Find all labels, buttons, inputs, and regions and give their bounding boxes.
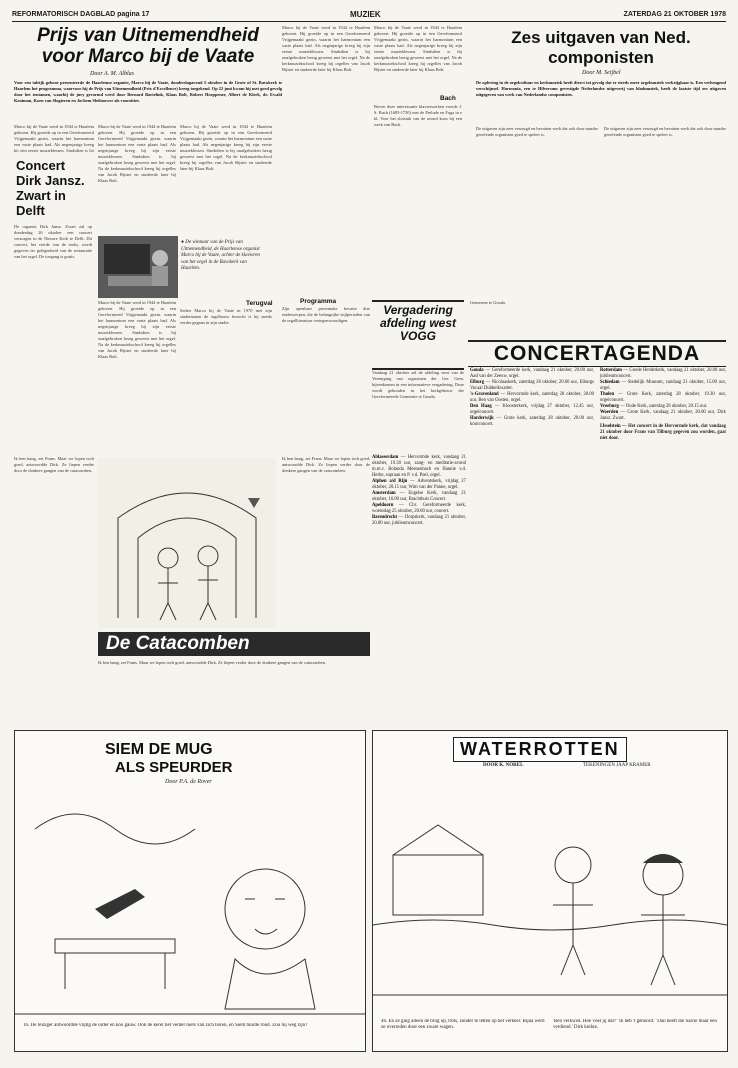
bach-head: Bach [440,95,456,102]
lead-byline: Door A. M. Alblas [90,71,134,77]
zes-body-a: De uitgaven zijn zeer verzorgd en bevatten werk dat ook door minder geoefende organisten goed te spelen is. [476,126,598,137]
agenda-entry: Woerden — Grote Kerk, vandaag 21 oktober, 20.00 uur, Dirk Jansz. Zwart. [600,410,727,421]
agenda-entry: Ablasserdam — Hervormde kerk, vandaag 21 oktober, 19.30 uur, zang- en meditatie-avond m.m.v. Bolanda Meenenbach en Hannie v.d. Herbe, sopraan en P. v.d. Poel, orgel. [372,455,467,478]
zes-headline: Zes uitgaven van Ned. componisten [511,28,691,67]
comic-siem-drawing [15,789,365,1019]
agenda-col-1 [372,455,466,527]
concert-headline: Concert Dirk Jansz. Zwart in Delft [16,158,85,218]
lead-body-c: Marco bij de Vaate werd in 1944 te Haarlem geboren. Hij groeide op in een Gereformeerd Vrijgemaakt gezin, waarin het harmonium een vaste plaats had. Als negenjarige kreeg hij zijn eerste muzieklessen. Sindsdien is hij onafgebroken bezig geweest met het orgel. Na de kerkmuziekschool kreeg hij orgelles van Jacob Bijster en studeerde later bij Klaas Bolt. [180,124,272,171]
organ-photo [98,236,178,298]
agenda-entry: Vreeburg — Oude Kerk, zaterdag 28 oktober, 20.15 uur. [600,404,708,409]
comic-waterrotten-author: DOOR K. NOREL [483,763,524,768]
vogg-body-2: Gemeente te Gouda. [470,300,506,305]
agenda-entry: 's-Gravenland — Hervormde kerk, zaterdag 28 oktober, 20.00 uur, Ben van Oosten, orgel. [470,392,594,403]
agenda-title: CONCERTAGENDA [493,342,701,365]
bach-body: Boven deze interessante klavierwerken voerde J. S. Bach (1685-1750) met de Prelude en Fuga in e kl. Voor het slotstuk van de avond koos hij een werk van Bach. [374,104,462,127]
agenda-entry: Den Haag — Kloosterkerk, vrijdag 27 oktober, 12.45 uur, orgelconcert. [470,404,594,415]
concert-body: De organist Dirk Jansz. Zwart zal op donderdag 26 oktober een concert verzorgen in de Nieuwe Kerk te Delft. Dit concert, het vierde van de reeks, wordt gegeven ter gelegenheid van de restauratie van het orgel. De toegang is gratis. [14,224,92,259]
col4-body: Marco bij de Vaate werd in 1944 te Haarlem geboren. Hij groeide op in een Gereformeerd Vrijgemaakt gezin, waarin het harmonium een vaste plaats had. Als negenjarige kreeg hij zijn eerste muzieklessen. Sindsdien is hij onafgebroken bezig geweest met het orgel. Na de kerkmuziekschool kreeg hij orgelles van Jacob Bijster en studeerde later bij Klaas Bolt. [282,25,370,72]
agenda-entry: Amsterdam — Engelse Kerk, vandaag 21 oktober, 16.00 uur, Brachthuis Concert. [372,491,466,502]
agenda-entry: Barendrecht — Dorpskerk, vandaag 21 oktober, 20.00 uur, jubileumconcert. [372,515,466,526]
comic-siem-title-2: ALS SPEURDER [115,759,233,776]
zes-byline: Door M. Seijbel [582,70,621,76]
lead-intro: Voor een talrijk gehoor presenteerde de Haarlemse organist, Marco bij de Vaate, donderdagavond 5 oktober in de Grote of St. Bavokerk te Haarlem het programma, waarvoor hij de Prijs van Uitnemendheid (Prix d'Excellence) kreeg toegekend. Op 22 juni kwam hij met goed gevolg door het tentamen, waarbij de jury gevormd werd door Bernard Bartelink, Klaas Bolt, Robert Hoeppener, Albert de Klerk, dr. Ewald Kooiman, Koen van Slogteren en Jochem Sletboower als voorzitter. [14,80,282,103]
agenda-col-2 [470,368,594,428]
photo-caption: ● De winnaar van de Prijs van Uitnemendheid, de Haarlemse organist Marco bij de Vaate, achter de klavieren van het orgel in de Bavokerk van Haarlem. [181,240,260,271]
vogg-headline: Vergadering afdeling west VOGG [379,303,456,343]
lead-headline: Prijs van Uitnemendheid voor Marco bij de Vaate [37,25,259,67]
programma-body: Zijn openbare presentatie bevatte drie onderwerpen, die de belangrijke stijlperioden van de orgelliteratuur vertegenwoordigen. [282,306,370,323]
masthead-rule [12,21,726,22]
comic-siem-caption: 16. De reiziger antwoordde vlijtig de order en koo gauw. Ook de kerel liet verder niets van zich horen, en Siem tuurde rond. Zou hij weg zijn? [23,1023,308,1028]
catacomben-drawing [98,458,276,628]
agenda-entry: Gouda — Gereformeerde kerk, vandaag 21 oktober, 20.00 uur, Aad van der Zeeuw, orgel. [470,368,594,379]
masthead-date: ZATERDAG 21 OKTOBER 1978 [623,11,726,18]
vogg-body: Vandaag 21 oktober zal de afdeling west van de Vereniging van organisten der Ger. Gem. bijeenkomen in een informatieve vergadering. Deze wordt gehouden in het kerkgebouw der Gereformeerde Gemeente te Gouda. [372,370,464,399]
comic-waterrotten-title: WATERROTTEN [453,737,627,762]
masthead-section: MUZIEK [350,10,381,19]
zes-body-b: De uitgaven zijn zeer verzorgd en bevatten werk dat ook door minder geoefende organisten goed te spelen is. [604,126,726,137]
col3-body: Sedert Marco bij de Vaate in 1970 met zijn studiematen de orgelbouw bezocht is hij steeds verder gegaan in zijn studie. [180,308,272,325]
agenda-entry: Elburg — Nicolaaskerk, zaterdag 28 oktober, 20.00 uur, Elburgs Vocaal Dubbelkwartet. [470,380,595,391]
lead-body-a: Marco bij de Vaate werd in 1944 te Haarlem geboren. Hij groeide op in een Gereformeerd Vrijgemaakt gezin, waarin het harmonium een vaste plaats had. Als negenjarige kreeg hij zijn eerste muzieklessen. Sindsdien is hij [14,124,94,152]
agenda-entry: Alphen a/d Rijn — Adventskerk, vrijdag 27 oktober, 20.15 uur, Wim van der Panne, orgel. [372,479,466,490]
comic-waterrotten-credit: TEKENINGEN JAAP KRAMER [583,763,651,768]
zes-intro: De opleving in de orgelcultuur en kerkmuziek heeft direct tot gevolg dat er steeds meer orgelmuziek verkrijgbaar is. Een verheugend verschijnsel. Harmonia, een te Hilversum gevestigde Nederlandse uitgeverij van bladmuziek, heeft de laatste tijd zes uitgaven uitgegeven van werk van Nederlandse componisten. [476,80,726,97]
agenda-entry: Harderwijk — Grote kerk, zaterdag 28 oktober, 20.00 uur, koorconcert. [470,416,595,427]
catacomben-illustration [98,458,276,628]
concert-box [14,156,92,452]
organ-photo-graphic [98,236,178,298]
comic-waterrotten-caption-right: 'Ben verkwist. Hoe voel jij dat?' 'Ik heb 't gehoord.' 'Dan heeft die Sarrie maar een verdiend.' Dirk knikte. [553,1019,717,1031]
terugval-head: Terugval [246,300,273,307]
agenda-col-3 [600,368,726,442]
vogg-box [372,300,464,370]
catacomben-banner [98,632,370,656]
comic-siem-credit: Door P.A. de Rover [165,779,212,785]
programma-head: Programma [300,298,337,305]
catacomben-body-a: Ik ben bang, zei Frans. Maar we lopen toch goed, antwoordde Dirk. Ze liepen verder door de donkere gangen van de catacomben. [14,456,94,473]
col5-body: Marco bij de Vaate werd in 1944 te Haarlem geboren. Hij groeide op in een Gereformeerd Vrijgemaakt gezin, waarin het harmonium een vaste plaats had. Als negenjarige kreeg hij zijn eerste muzieklessen. Sindsdien is hij onafgebroken bezig geweest met het orgel. Na de kerkmuziekschool kreeg hij orgelles van Jacob Bijster en studeerde later bij Klaas Bolt. [374,25,462,72]
agenda-entry: Rotterdam — Goede Herderkerk, vandaag 21 oktober, 20.00 uur, jubileumconcert. [600,368,727,379]
agenda-title-box [468,340,726,367]
catacomben-body-b: Ik ben bang, zei Frans. Maar we lopen toch goed, antwoordde Dirk. Ze liepen verder door de donkere gangen van de catacomben. [282,456,370,473]
col2-body: Marco bij de Vaate werd in 1944 te Haarlem geboren. Hij groeide op in een Gereformeerd Vrijgemaakt gezin, waarin het harmonium een vaste plaats had. Als negenjarige kreeg hij zijn eerste muzieklessen. Sindsdien is hij onafgebroken bezig geweest met het orgel. Na de kerkmuziekschool kreeg hij orgelles van Jacob Bijster en studeerde later bij Klaas Bolt. [98,300,176,359]
comic-waterrotten-drawing [373,775,727,1015]
masthead-left: REFORMATORISCH DAGBLAD pagina 17 [12,11,150,18]
catacomben-body-c: Ik ben bang, zei Frans. Maar we lopen toch goed, antwoordde Dirk. Ze liepen verder door de donkere gangen van de catacomben. [98,660,326,665]
lead-body-b: Marco bij de Vaate werd in 1944 te Haarlem geboren. Hij groeide op in een Gereformeerd Vrijgemaakt gezin, waarin het harmonium een vaste plaats had. Als negenjarige kreeg hij zijn eerste muzieklessen. Sindsdien is hij onafgebroken bezig geweest met het orgel. Na de kerkmuziekschool kreeg hij orgelles van Jacob Bijster en studeerde later bij Klaas Bolt. [98,124,176,183]
agenda-entry: Tholen — Grote Kerk, zaterdag 28 oktober, 19.30 uur, orgelconcert. [600,392,726,403]
catacomben-headline: De Catacomben [106,633,250,654]
agenda-note: IJsselstein — Het concert in de Hervormde kerk, dat vandaag 21 oktober door Frans van Tilburg gegeven zou worden, gaat niet door. [600,424,726,441]
agenda-entry: Schiedam — Stedelijk Museum, vandaag 21 oktober, 15.00 uur, orgel. [600,380,726,391]
comic-siem [14,730,366,1052]
comic-waterrotten [372,730,728,1052]
agenda-entry: Apeldoorn — Chr. Gereformeerde kerk, woensdag 25 oktober, 20.00 uur, concert. [372,503,467,514]
comic-waterrotten-caption-left: 46. En ze ging alleen de brug op, trots, zonder te letten op het verkeer. Bijna werd ze overreden door een zware wagen. [381,1019,545,1031]
comic-siem-title-1: SIEM DE MUG [105,741,213,758]
